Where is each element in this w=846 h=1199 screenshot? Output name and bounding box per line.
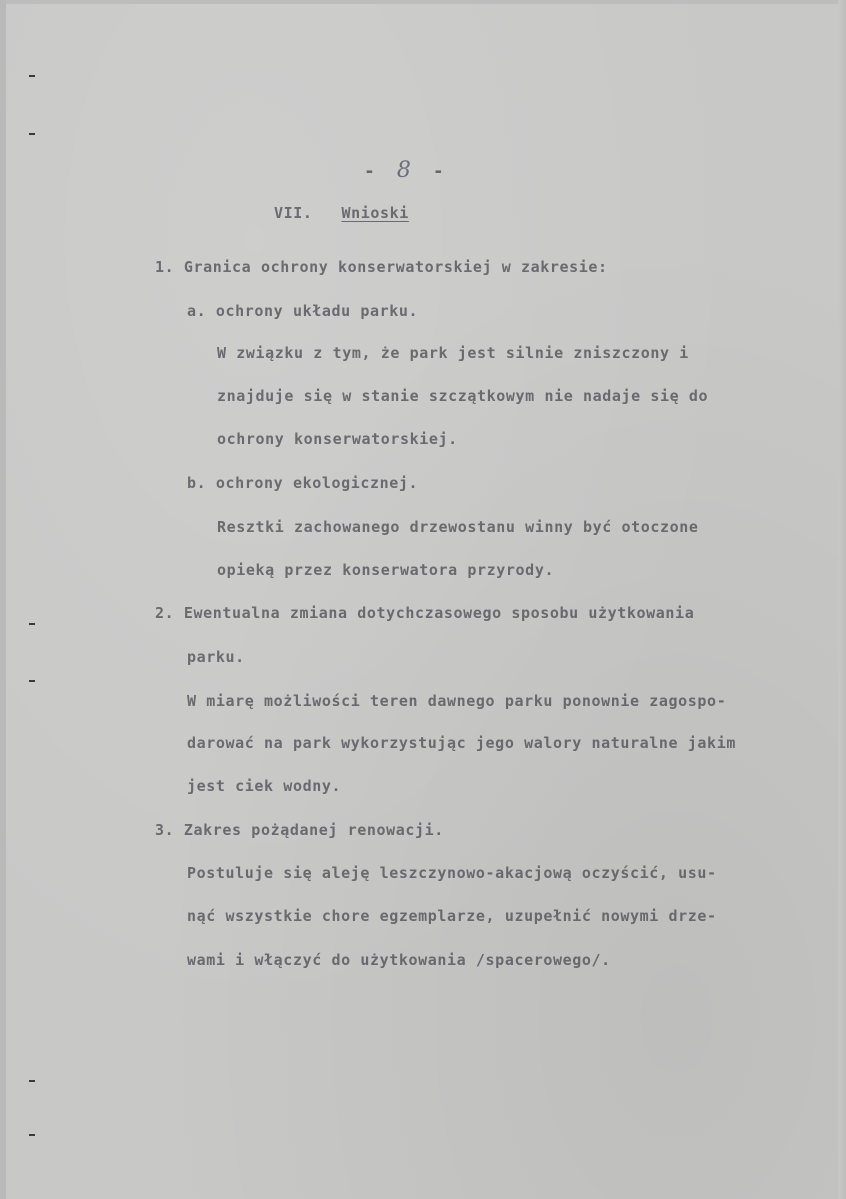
item-1b-line: Resztki zachowanego drzewostanu winny być otoczone bbox=[217, 518, 699, 536]
item-1-title: 1. Granica ochrony konserwatorskiej w zakresie: bbox=[155, 258, 608, 276]
page-number-left-dash: - bbox=[364, 161, 375, 182]
item-2-title-cont: parku. bbox=[187, 648, 245, 666]
item-3-line: wami i włączyć do użytkowania /spacerowego/. bbox=[187, 951, 611, 969]
page-number bbox=[364, 158, 444, 183]
item-1a-line: ochrony konserwatorskiej. bbox=[217, 430, 458, 448]
punch-mark bbox=[29, 623, 35, 625]
punch-mark bbox=[29, 680, 35, 682]
item-1a-line: W związku z tym, że park jest silnie zniszczony i bbox=[217, 344, 689, 362]
page-edge-right bbox=[838, 0, 846, 1199]
punch-mark bbox=[29, 1080, 35, 1082]
item-2-line: W miarę możliwości teren dawnego parku ponownie zagospo- bbox=[187, 692, 727, 710]
item-1a-line: znajduje się w stanie szczątkowym nie nadaje się do bbox=[217, 387, 709, 405]
item-2-line: jest ciek wodny. bbox=[187, 777, 342, 795]
item-2-line: darować na park wykorzystując jego walory naturalne jakim bbox=[187, 734, 736, 752]
punch-mark bbox=[29, 75, 35, 77]
section-numeral: VII. bbox=[274, 204, 313, 222]
item-3-title: 3. Zakres pożądanej renowacji. bbox=[155, 821, 444, 839]
item-3-line: Postuluje się aleję leszczynowo-akacjową oczyścić, usu- bbox=[187, 864, 717, 882]
item-1a-title: a. ochrony układu parku. bbox=[187, 302, 419, 320]
section-heading bbox=[274, 204, 409, 222]
item-1b-title: b. ochrony ekologicznej. bbox=[187, 474, 419, 492]
punch-mark bbox=[29, 1134, 35, 1136]
punch-mark bbox=[29, 133, 35, 135]
page-number-right-dash: - bbox=[432, 161, 444, 182]
page-edge-left bbox=[0, 0, 6, 1199]
item-3-line: nąć wszystkie chore egzemplarze, uzupełnić nowymi drze- bbox=[187, 907, 717, 925]
page-number-value: 8 bbox=[396, 158, 411, 183]
item-2-title: 2. Ewentualna zmiana dotychczasowego sposobu użytkowania bbox=[155, 604, 695, 622]
section-title: Wnioski bbox=[341, 204, 409, 222]
page-edge-top bbox=[0, 0, 846, 4]
item-1b-line: opieką przez konserwatora przyrody. bbox=[217, 561, 555, 579]
